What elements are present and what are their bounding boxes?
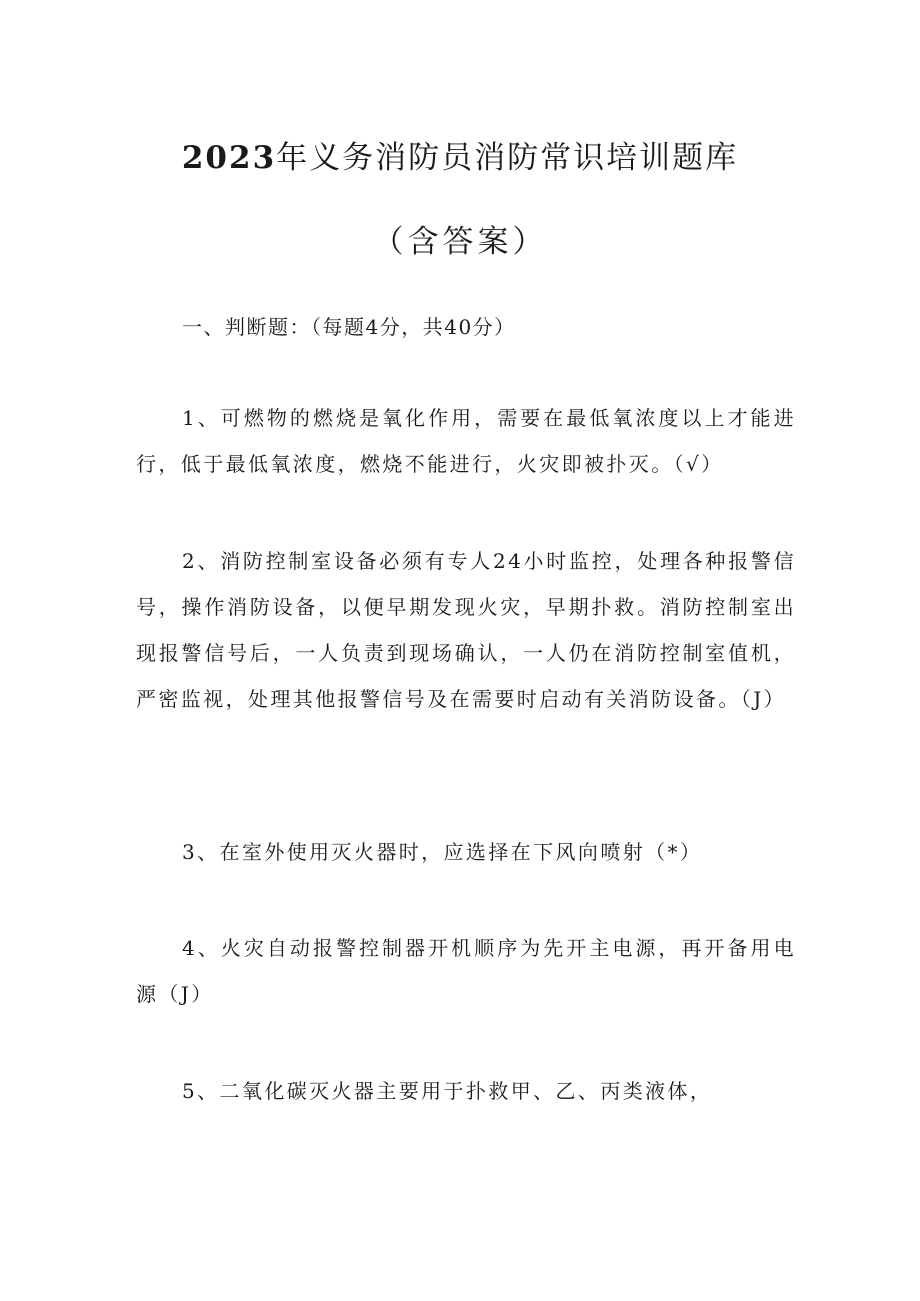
- title-year: 2023: [181, 140, 277, 176]
- question-item: 4、火灾自动报警控制器开机顺序为先开主电源，再开备用电源（J）: [136, 936, 796, 1006]
- question-item: 5、二氧化碳灭火器主要用于扑救甲、乙、丙类液体，: [182, 1079, 713, 1103]
- section-heading: 一、判断题：（每题4分，共40分）: [182, 315, 516, 339]
- title-text: 年义务消防员消防常识培训题库: [276, 140, 739, 176]
- question-item: 2、消防控制室设备必须有专人24小时监控，处理各种报警信号，操作消防设备，以便早期发现火灾，早期扑救。消防控制室出现报警信号后，一人负责到现场确认，一人仍在消防控制室值机，严密监视，处理其他报警信号及在需要时启动有关消防设备。（J）: [136, 549, 796, 711]
- page-title: [0, 132, 920, 184]
- question-item: 1、可燃物的燃烧是氧化作用，需要在最低氧浓度以上才能进行，低于最低氧浓度，燃烧不能进行，火灾即被扑灭。（√）: [136, 406, 796, 476]
- question-item: 3、在室外使用灭火器时，应选择在下风向喷射（*）: [182, 840, 703, 864]
- page-subtitle: （含答案）: [372, 224, 548, 260]
